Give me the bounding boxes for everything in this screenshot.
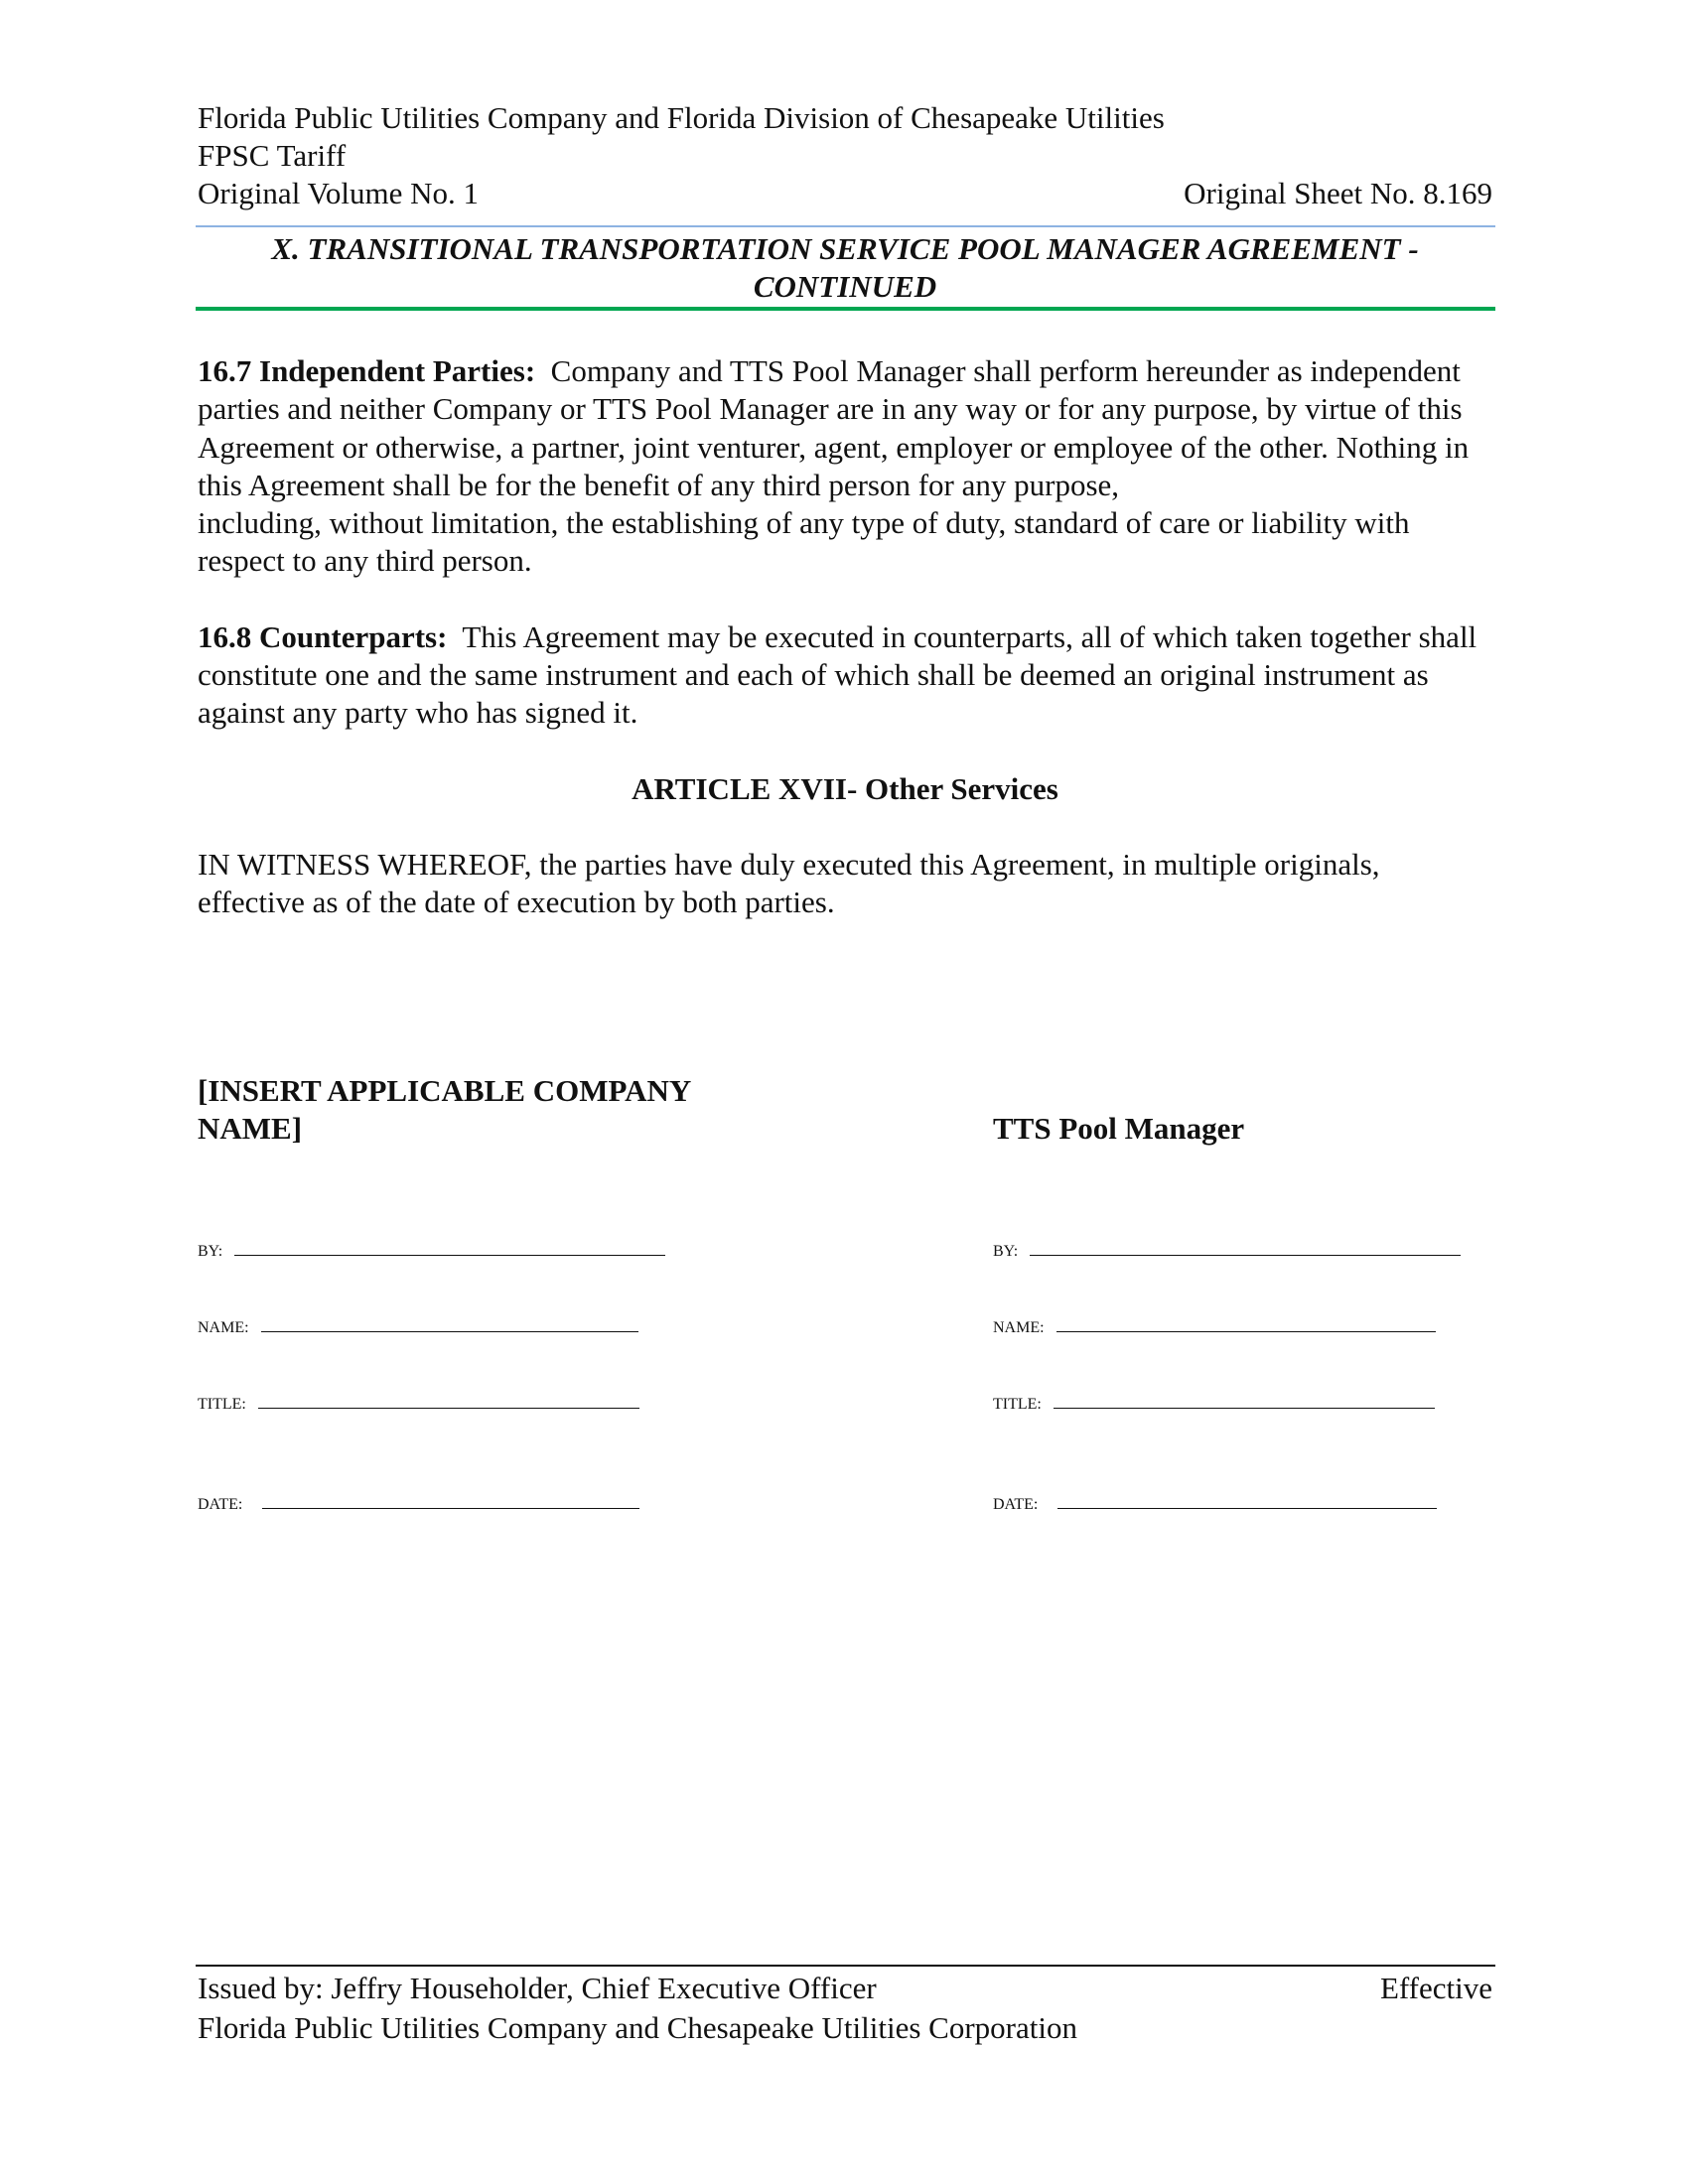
header-divider-blue: [196, 225, 1495, 227]
title-label: TITLE:: [993, 1396, 1042, 1413]
company-date-field[interactable]: [198, 1478, 639, 1514]
paragraph-text: Company and TTS Pool Manager shall perform hereunder as independent parties and neither Company or TTS Pool Manager are in any way or for any purpose, by virtue of this Agreement or otherwise, a partner, joint venturer, agent, employer or employee of the other. Nothing in this Agreement shall be for the benefit of any third person for any purpose,: [198, 353, 1470, 502]
section-title-line2: CONTINUED: [753, 269, 937, 304]
title-label: TITLE:: [198, 1396, 246, 1413]
signature-line[interactable]: [1030, 1225, 1461, 1256]
pool-manager-title-field[interactable]: [993, 1378, 1435, 1414]
date-label: DATE:: [993, 1496, 1039, 1513]
paragraph-counterparts: [198, 618, 1492, 733]
signature-line[interactable]: [261, 1301, 638, 1332]
pool-manager-date-field[interactable]: [993, 1478, 1437, 1514]
page-header: [198, 99, 1492, 212]
company-name-placeholder-line1: [INSERT APPLICABLE COMPANY: [198, 1073, 692, 1108]
header-company-line: Florida Public Utilities Company and Florida Division of Chesapeake Utilities: [198, 100, 1165, 135]
company-name-placeholder-line2: NAME]: [198, 1111, 303, 1146]
paragraph-text: This Agreement may be executed in counterparts, all of which taken together shall constitute one and the same instrument and each of which shall be deemed an original instrument as against any party who has signed it.: [198, 618, 1477, 731]
header-volume-row: [198, 175, 1492, 212]
footer-divider: [196, 1965, 1495, 1967]
article-title: ARTICLE XVII- Other Services: [632, 770, 1058, 806]
signature-line[interactable]: [234, 1225, 665, 1256]
footer-company: Florida Public Utilities Company and Chesapeake Utilities Corporation: [198, 2010, 1077, 2045]
signature-line[interactable]: [258, 1378, 639, 1409]
paragraph-heading: 16.8 Counterparts:: [198, 618, 448, 654]
footer-issued-by: Issued by: Jeffry Householder, Chief Executive Officer: [198, 1971, 877, 2005]
footer-company-row: [198, 2008, 1492, 2048]
pool-manager-by-field[interactable]: [993, 1225, 1461, 1261]
section-title: [198, 230, 1492, 306]
date-label: DATE:: [198, 1496, 243, 1513]
signature-line[interactable]: [1057, 1478, 1437, 1509]
by-label: BY:: [198, 1243, 223, 1260]
signature-line[interactable]: [262, 1478, 639, 1509]
signature-block-company: [198, 1072, 754, 1148]
signature-line[interactable]: [1054, 1378, 1435, 1409]
name-label: NAME:: [993, 1319, 1045, 1336]
header-tariff: FPSC Tariff: [198, 138, 347, 173]
paragraph-heading: 16.7 Independent Parties:: [198, 353, 536, 388]
footer-issued-row: [198, 1969, 1492, 2008]
witness-paragraph: IN WITNESS WHEREOF, the parties have duly executed this Agreement, in multiple originals, effective as of the date of execution by both parties.: [198, 846, 1380, 920]
paragraph-independent-parties-continued: including, without limitation, the establishing of any type of duty, standard of care or liability with respect to any third person.: [198, 505, 1410, 579]
company-title-field[interactable]: [198, 1378, 639, 1414]
pool-manager-heading: TTS Pool Manager: [993, 1111, 1245, 1146]
section-title-line1: X. TRANSITIONAL TRANSPORTATION SERVICE POOL MANAGER AGREEMENT -: [271, 231, 1419, 266]
by-label: BY:: [993, 1243, 1019, 1260]
header-divider-green: [196, 307, 1495, 311]
header-sheet-number: Original Sheet No. 8.169: [1184, 176, 1492, 210]
header-volume: Original Volume No. 1: [198, 176, 480, 210]
name-label: NAME:: [198, 1319, 249, 1336]
signature-block-pool-manager: [993, 1110, 1489, 1148]
footer-effective: Effective: [1379, 1971, 1492, 2005]
page-footer: [198, 1969, 1492, 2048]
company-name-field[interactable]: [198, 1301, 638, 1337]
document-body: [198, 352, 1492, 922]
paragraph-independent-parties: [198, 352, 1492, 504]
company-by-field[interactable]: [198, 1225, 665, 1261]
pool-manager-name-field[interactable]: [993, 1301, 1436, 1337]
signature-line[interactable]: [1056, 1301, 1436, 1332]
